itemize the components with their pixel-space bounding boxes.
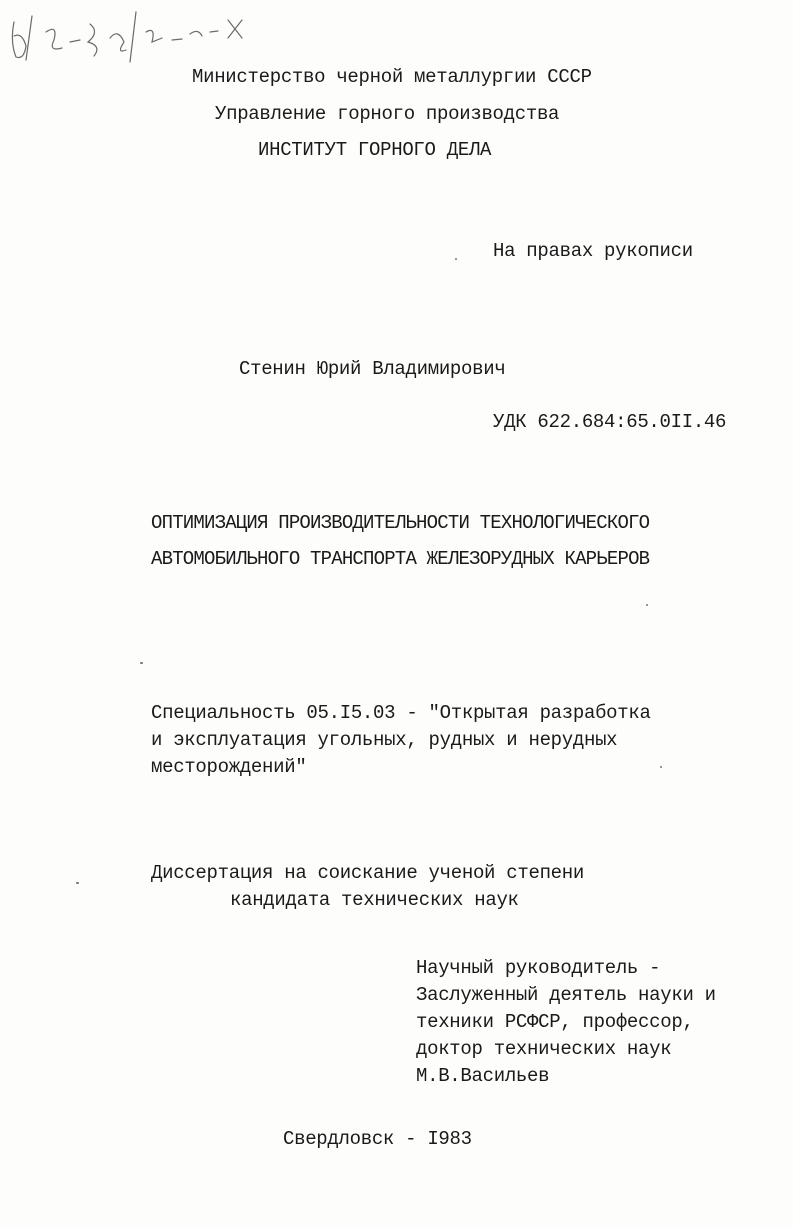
specialty-line-2: и эксплуатация угольных, рудных и нерудных — [151, 729, 618, 751]
udc-code: УДК 622.684:65.0II.46 — [493, 411, 727, 433]
specialty-line-3: месторождений" — [151, 756, 307, 778]
city-year: Свердловск - I983 — [283, 1128, 472, 1150]
thesis-title-line-1: ОПТИМИЗАЦИЯ ПРОИЗВОДИТЕЛЬНОСТИ ТЕХНОЛОГИЧЕСКОГО — [151, 512, 650, 534]
supervisor-line-1: Научный руководитель - — [416, 957, 661, 979]
department-line: Управление горного производства — [215, 103, 560, 125]
scan-speck — [76, 882, 79, 884]
ministry-line: Министерство черной металлургии СССР — [192, 66, 592, 88]
supervisor-line-3: техники РСФСР, профессор, — [416, 1011, 694, 1033]
thesis-title-line-2: АВТОМОБИЛЬНОГО ТРАНСПОРТА ЖЕЛЕЗОРУДНЫХ КАРЬЕРОВ — [151, 548, 650, 570]
dissertation-line-2: кандидата технических наук — [230, 889, 519, 911]
manuscript-rights-note: На правах рукописи — [493, 240, 693, 262]
institute-line: ИНСТИТУТ ГОРНОГО ДЕЛА — [258, 139, 492, 161]
supervisor-line-2: Заслуженный деятель науки и — [416, 984, 716, 1006]
scan-speck — [646, 604, 648, 606]
supervisor-line-4: доктор технических наук — [416, 1038, 672, 1060]
handwritten-archive-mark — [6, 2, 266, 72]
scan-speck — [455, 258, 457, 260]
scan-speck — [660, 766, 662, 768]
dissertation-line-1: Диссертация на соискание ученой степени — [151, 862, 584, 884]
author-name: Стенин Юрий Владимирович — [239, 358, 506, 380]
specialty-line-1: Специальность 05.I5.03 - "Открытая разработка — [151, 702, 651, 724]
supervisor-name: М.В.Васильев — [416, 1065, 550, 1087]
scan-speck — [140, 662, 143, 664]
